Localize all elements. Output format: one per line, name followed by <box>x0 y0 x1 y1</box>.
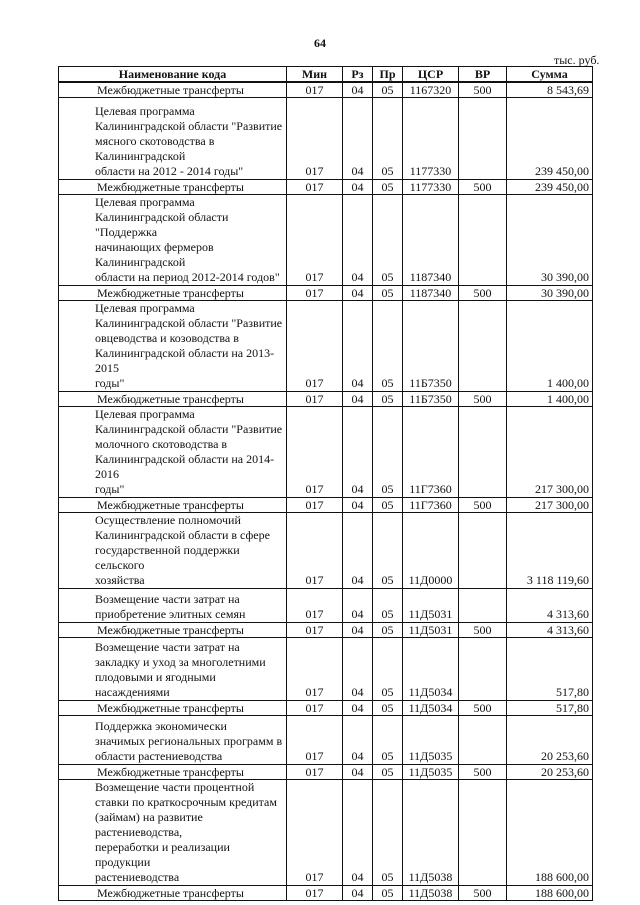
cell-vr <box>459 638 507 701</box>
cell-pr: 05 <box>373 180 403 195</box>
cell-name: Межбюджетные трансферты <box>59 765 287 780</box>
cell-pr: 05 <box>373 286 403 301</box>
cell-name: Возмещение части затрат на приобретение элитных семян <box>59 589 287 623</box>
cell-csr: 11Д5034 <box>403 701 459 716</box>
cell-vr: 500 <box>459 623 507 638</box>
cell-pr: 05 <box>373 886 403 901</box>
cell-pr: 05 <box>373 392 403 407</box>
cell-min: 017 <box>287 195 343 286</box>
cell-vr <box>459 780 507 886</box>
cell-min: 017 <box>287 286 343 301</box>
cell-rz: 04 <box>343 638 373 701</box>
cell-pr: 05 <box>373 498 403 513</box>
cell-sum: 4 313,60 <box>507 589 593 623</box>
cell-min: 017 <box>287 780 343 886</box>
cell-csr: 11Д5031 <box>403 589 459 623</box>
program-row <box>59 195 593 286</box>
cell-pr: 05 <box>373 98 403 180</box>
cell-sum: 239 450,00 <box>507 180 593 195</box>
cell-pr: 05 <box>373 301 403 392</box>
cell-vr <box>459 589 507 623</box>
cell-pr: 05 <box>373 780 403 886</box>
cell-vr: 500 <box>459 701 507 716</box>
cell-vr: 500 <box>459 765 507 780</box>
program-row <box>59 589 593 623</box>
cell-sum: 217 300,00 <box>507 407 593 498</box>
cell-rz: 04 <box>343 701 373 716</box>
cell-sum: 30 390,00 <box>507 286 593 301</box>
cell-min: 017 <box>287 589 343 623</box>
cell-name: Межбюджетные трансферты <box>59 623 287 638</box>
cell-vr <box>459 98 507 180</box>
units-label: тыс. руб. <box>554 53 600 67</box>
transfer-row <box>59 701 593 716</box>
cell-name: Межбюджетные трансферты <box>59 82 287 98</box>
cell-rz: 04 <box>343 82 373 98</box>
transfer-row <box>59 180 593 195</box>
cell-vr: 500 <box>459 392 507 407</box>
cell-pr: 05 <box>373 82 403 98</box>
cell-sum: 30 390,00 <box>507 195 593 286</box>
cell-rz: 04 <box>343 765 373 780</box>
header-sum: Сумма <box>507 67 593 83</box>
program-row <box>59 407 593 498</box>
cell-rz: 04 <box>343 301 373 392</box>
cell-csr: 1187340 <box>403 286 459 301</box>
cell-rz: 04 <box>343 392 373 407</box>
cell-name: Целевая программа Калининградской области "Поддержка начинающих фермеров Калининградской области на период 2012-2014 годов" <box>59 195 287 286</box>
program-row <box>59 780 593 886</box>
transfer-row <box>59 498 593 513</box>
cell-name: Целевая программа Калининградской области "Развитие молочного скотоводства в Калининградской области на 2014-2016 годы" <box>59 407 287 498</box>
cell-csr: 11Д5038 <box>403 780 459 886</box>
page-number: 64 <box>314 36 326 50</box>
cell-name: Межбюджетные трансферты <box>59 701 287 716</box>
cell-vr: 500 <box>459 886 507 901</box>
cell-rz: 04 <box>343 180 373 195</box>
cell-pr: 05 <box>373 701 403 716</box>
cell-name: Целевая программа Калининградской области "Развитие мясного скотоводства в Калининградской области на 2012 - 2014 годы" <box>59 98 287 180</box>
cell-pr: 05 <box>373 765 403 780</box>
cell-rz: 04 <box>343 886 373 901</box>
cell-name: Межбюджетные трансферты <box>59 286 287 301</box>
cell-min: 017 <box>287 98 343 180</box>
cell-sum: 517,80 <box>507 638 593 701</box>
cell-csr: 1167320 <box>403 82 459 98</box>
cell-vr <box>459 195 507 286</box>
cell-rz: 04 <box>343 589 373 623</box>
cell-min: 017 <box>287 513 343 589</box>
cell-name: Возмещение части затрат на закладку и уход за многолетними плодовыми и ягодными насаждениями <box>59 638 287 701</box>
cell-rz: 04 <box>343 98 373 180</box>
cell-pr: 05 <box>373 195 403 286</box>
cell-min: 017 <box>287 392 343 407</box>
cell-vr: 500 <box>459 82 507 98</box>
cell-sum: 188 600,00 <box>507 780 593 886</box>
cell-vr: 500 <box>459 498 507 513</box>
cell-sum: 217 300,00 <box>507 498 593 513</box>
cell-csr: 1177330 <box>403 180 459 195</box>
cell-csr: 11Г7360 <box>403 407 459 498</box>
cell-name: Межбюджетные трансферты <box>59 886 287 901</box>
budget-table <box>58 66 593 901</box>
cell-min: 017 <box>287 716 343 765</box>
cell-name: Возмещение части процентной ставки по краткосрочным кредитам (займам) на развитие растениеводства, переработки и реализации продукции растениеводства <box>59 780 287 886</box>
cell-rz: 04 <box>343 195 373 286</box>
cell-csr: 11Д5031 <box>403 623 459 638</box>
cell-sum: 3 118 119,60 <box>507 513 593 589</box>
header-csr: ЦСР <box>403 67 459 83</box>
cell-name: Межбюджетные трансферты <box>59 392 287 407</box>
header-pr: Пр <box>373 67 403 83</box>
transfer-row <box>59 82 593 98</box>
cell-csr: 11Д5038 <box>403 886 459 901</box>
program-row <box>59 98 593 180</box>
program-row <box>59 513 593 589</box>
cell-vr <box>459 407 507 498</box>
cell-min: 017 <box>287 407 343 498</box>
cell-sum: 1 400,00 <box>507 301 593 392</box>
transfer-row <box>59 765 593 780</box>
cell-min: 017 <box>287 886 343 901</box>
cell-pr: 05 <box>373 623 403 638</box>
header-rz: Рз <box>343 67 373 83</box>
cell-vr: 500 <box>459 286 507 301</box>
transfer-row <box>59 623 593 638</box>
cell-csr: 11Г7360 <box>403 498 459 513</box>
cell-csr: 11Д5035 <box>403 765 459 780</box>
cell-sum: 20 253,60 <box>507 765 593 780</box>
cell-csr: 11Б7350 <box>403 392 459 407</box>
cell-csr: 11Б7350 <box>403 301 459 392</box>
header-min: Мин <box>287 67 343 83</box>
cell-pr: 05 <box>373 407 403 498</box>
cell-sum: 20 253,60 <box>507 716 593 765</box>
table-body <box>59 82 593 901</box>
cell-min: 017 <box>287 301 343 392</box>
cell-min: 017 <box>287 701 343 716</box>
transfer-row <box>59 392 593 407</box>
program-row <box>59 301 593 392</box>
cell-pr: 05 <box>373 638 403 701</box>
header-name: Наименование кода <box>59 67 287 83</box>
cell-pr: 05 <box>373 513 403 589</box>
cell-rz: 04 <box>343 623 373 638</box>
cell-pr: 05 <box>373 589 403 623</box>
cell-sum: 517,80 <box>507 701 593 716</box>
transfer-row <box>59 886 593 901</box>
cell-min: 017 <box>287 765 343 780</box>
cell-csr: 11Д5035 <box>403 716 459 765</box>
cell-sum: 4 313,60 <box>507 623 593 638</box>
cell-min: 017 <box>287 498 343 513</box>
cell-min: 017 <box>287 638 343 701</box>
cell-rz: 04 <box>343 286 373 301</box>
cell-csr: 11Д0000 <box>403 513 459 589</box>
cell-rz: 04 <box>343 407 373 498</box>
cell-csr: 11Д5034 <box>403 638 459 701</box>
cell-rz: 04 <box>343 780 373 886</box>
cell-rz: 04 <box>343 513 373 589</box>
cell-sum: 239 450,00 <box>507 98 593 180</box>
cell-vr <box>459 716 507 765</box>
cell-sum: 188 600,00 <box>507 886 593 901</box>
cell-sum: 1 400,00 <box>507 392 593 407</box>
cell-name: Межбюджетные трансферты <box>59 498 287 513</box>
transfer-row <box>59 286 593 301</box>
cell-vr: 500 <box>459 180 507 195</box>
cell-csr: 1177330 <box>403 98 459 180</box>
cell-sum: 8 543,69 <box>507 82 593 98</box>
cell-vr <box>459 301 507 392</box>
cell-min: 017 <box>287 82 343 98</box>
program-row <box>59 638 593 701</box>
cell-rz: 04 <box>343 716 373 765</box>
cell-min: 017 <box>287 180 343 195</box>
program-row <box>59 716 593 765</box>
cell-pr: 05 <box>373 716 403 765</box>
cell-name: Поддержка экономически значимых региональных программ в области растениеводства <box>59 716 287 765</box>
cell-name: Целевая программа Калининградской области "Развитие овцеводства и козоводства в Калининградской области на 2013-2015 годы" <box>59 301 287 392</box>
cell-name: Межбюджетные трансферты <box>59 180 287 195</box>
cell-min: 017 <box>287 623 343 638</box>
cell-csr: 1187340 <box>403 195 459 286</box>
cell-name: Осуществление полномочий Калининградской области в сфере государственной поддержки сельского хозяйства <box>59 513 287 589</box>
header-vr: ВР <box>459 67 507 83</box>
cell-rz: 04 <box>343 498 373 513</box>
table-header-row <box>59 67 593 83</box>
cell-vr <box>459 513 507 589</box>
